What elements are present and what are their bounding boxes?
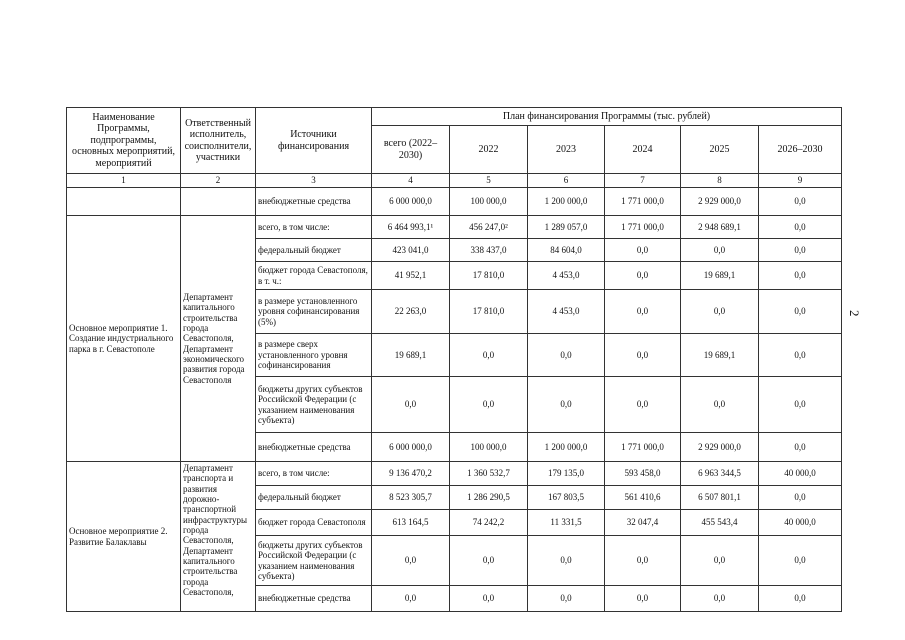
- value-cell: 1 771 000,0: [605, 433, 681, 462]
- value-cell: 561 410,6: [605, 486, 681, 510]
- value-cell: 0,0: [759, 239, 842, 262]
- value-cell: 32 047,4: [605, 510, 681, 536]
- value-cell: 0,0: [759, 334, 842, 377]
- value-cell: 593 458,0: [605, 462, 681, 486]
- value-cell: 6 000 000,0: [372, 433, 450, 462]
- value-cell: 6 464 993,1¹: [372, 216, 450, 239]
- column-number: 4: [372, 174, 450, 188]
- value-cell: 100 000,0: [450, 433, 528, 462]
- column-number: 3: [256, 174, 372, 188]
- value-cell: 6 963 344,5: [681, 462, 759, 486]
- column-number: 6: [528, 174, 605, 188]
- value-cell: 0,0: [681, 536, 759, 586]
- value-cell: 17 810,0: [450, 290, 528, 334]
- header-program-name: Наименование Программы, подпрограммы, основных мероприятий, мероприятий: [67, 108, 181, 174]
- value-cell: 1 360 532,7: [450, 462, 528, 486]
- value-cell: 0,0: [372, 586, 450, 612]
- value-cell: 74 242,2: [450, 510, 528, 536]
- value-cell: 456 247,0²: [450, 216, 528, 239]
- event-name: Основное мероприятие 2. Развитие Балаклавы: [67, 462, 181, 612]
- header-year: 2026–2030: [759, 126, 842, 174]
- value-cell: 0,0: [605, 239, 681, 262]
- value-cell: 1 286 290,5: [450, 486, 528, 510]
- value-cell: 40 000,0: [759, 510, 842, 536]
- value-cell: 1 771 000,0: [605, 188, 681, 216]
- value-cell: 1 200 000,0: [528, 188, 605, 216]
- value-cell: 0,0: [605, 334, 681, 377]
- value-cell: 0,0: [528, 536, 605, 586]
- value-cell: 455 543,4: [681, 510, 759, 536]
- value-cell: 17 810,0: [450, 262, 528, 290]
- value-cell: 1 289 057,0: [528, 216, 605, 239]
- value-cell: 19 689,1: [372, 334, 450, 377]
- value-cell: 0,0: [450, 536, 528, 586]
- value-cell: 167 803,5: [528, 486, 605, 510]
- header-sources: Источники финансирования: [256, 108, 372, 174]
- header-year: 2023: [528, 126, 605, 174]
- value-cell: 22 263,0: [372, 290, 450, 334]
- header-year: 2024: [605, 126, 681, 174]
- value-cell: 41 952,1: [372, 262, 450, 290]
- value-cell: 4 453,0: [528, 262, 605, 290]
- value-cell: 0,0: [372, 377, 450, 433]
- value-cell: 0,0: [759, 586, 842, 612]
- financing-table: [66, 107, 842, 612]
- value-cell: 1 771 000,0: [605, 216, 681, 239]
- value-cell: 19 689,1: [681, 262, 759, 290]
- value-cell: 11 331,5: [528, 510, 605, 536]
- value-cell: 8 523 305,7: [372, 486, 450, 510]
- column-number: 1: [67, 174, 181, 188]
- value-cell: 613 164,5: [372, 510, 450, 536]
- column-number: 5: [450, 174, 528, 188]
- value-cell: 84 604,0: [528, 239, 605, 262]
- value-cell: 6 000 000,0: [372, 188, 450, 216]
- value-cell: 0,0: [759, 216, 842, 239]
- value-cell: 2 929 000,0: [681, 433, 759, 462]
- source-cell: внебюджетные средства: [256, 188, 372, 216]
- header-year: 2022: [450, 126, 528, 174]
- value-cell: 0,0: [759, 188, 842, 216]
- source-cell: федеральный бюджет: [256, 486, 372, 510]
- source-cell: бюджет города Севастополя, в т. ч.:: [256, 262, 372, 290]
- value-cell: 0,0: [681, 239, 759, 262]
- table-row: [67, 462, 842, 486]
- header-plan-title: План финансирования Программы (тыс. рублей): [372, 108, 842, 126]
- source-cell: бюджеты других субъектов Российской Федерации (с указанием наименования субъекта): [256, 536, 372, 586]
- table-row: [67, 188, 842, 216]
- event-executor: Департамент транспорта и развития дорожно-транспортной инфраструктуры города Севастополя, Департамент капитального строительства города Севастополя,: [181, 462, 256, 612]
- header-year: всего (2022–2030): [372, 126, 450, 174]
- value-cell: 40 000,0: [759, 462, 842, 486]
- value-cell: 0,0: [759, 536, 842, 586]
- value-cell: 0,0: [605, 262, 681, 290]
- value-cell: 0,0: [605, 536, 681, 586]
- value-cell: 4 453,0: [528, 290, 605, 334]
- header-row: [67, 108, 842, 126]
- value-cell: 0,0: [528, 377, 605, 433]
- value-cell: 179 135,0: [528, 462, 605, 486]
- value-cell: 0,0: [759, 433, 842, 462]
- value-cell: 0,0: [528, 334, 605, 377]
- source-cell: бюджет города Севастополя: [256, 510, 372, 536]
- value-cell: 100 000,0: [450, 188, 528, 216]
- header-year: 2025: [681, 126, 759, 174]
- value-cell: 0,0: [605, 290, 681, 334]
- page-number: 2: [847, 310, 862, 317]
- column-number: 8: [681, 174, 759, 188]
- value-cell: 0,0: [681, 377, 759, 433]
- value-cell: 1 200 000,0: [528, 433, 605, 462]
- value-cell: 9 136 470,2: [372, 462, 450, 486]
- value-cell: 0,0: [759, 262, 842, 290]
- value-cell: 2 929 000,0: [681, 188, 759, 216]
- column-number: 2: [181, 174, 256, 188]
- value-cell: 0,0: [759, 290, 842, 334]
- value-cell: 338 437,0: [450, 239, 528, 262]
- event-executor: Департамент капитального строительства города Севастополя, Департамент экономического развития города Севастополя: [181, 216, 256, 462]
- source-cell: внебюджетные средства: [256, 433, 372, 462]
- source-cell: бюджеты других субъектов Российской Федерации (с указанием наименования субъекта): [256, 377, 372, 433]
- empty-cell: [181, 188, 256, 216]
- value-cell: 0,0: [372, 536, 450, 586]
- value-cell: 6 507 801,1: [681, 486, 759, 510]
- value-cell: 0,0: [759, 486, 842, 510]
- column-number: 7: [605, 174, 681, 188]
- value-cell: 0,0: [605, 586, 681, 612]
- value-cell: 19 689,1: [681, 334, 759, 377]
- value-cell: 0,0: [450, 334, 528, 377]
- value-cell: 0,0: [528, 586, 605, 612]
- value-cell: 0,0: [605, 377, 681, 433]
- value-cell: 423 041,0: [372, 239, 450, 262]
- column-number-row: [67, 174, 842, 188]
- table-row: [67, 216, 842, 239]
- value-cell: 0,0: [450, 586, 528, 612]
- value-cell: 2 948 689,1: [681, 216, 759, 239]
- header-executor: Ответственный исполнитель, соисполнители, участники: [181, 108, 256, 174]
- event-name: Основное мероприятие 1. Создание индустриального парка в г. Севастополе: [67, 216, 181, 462]
- value-cell: 0,0: [681, 290, 759, 334]
- value-cell: 0,0: [681, 586, 759, 612]
- value-cell: 0,0: [450, 377, 528, 433]
- source-cell: в размере установленного уровня софинансирования (5%): [256, 290, 372, 334]
- source-cell: в размере сверх установленного уровня софинансирования: [256, 334, 372, 377]
- source-cell: всего, в том числе:: [256, 462, 372, 486]
- source-cell: федеральный бюджет: [256, 239, 372, 262]
- empty-cell: [67, 188, 181, 216]
- value-cell: 0,0: [759, 377, 842, 433]
- column-number: 9: [759, 174, 842, 188]
- source-cell: внебюджетные средства: [256, 586, 372, 612]
- source-cell: всего, в том числе:: [256, 216, 372, 239]
